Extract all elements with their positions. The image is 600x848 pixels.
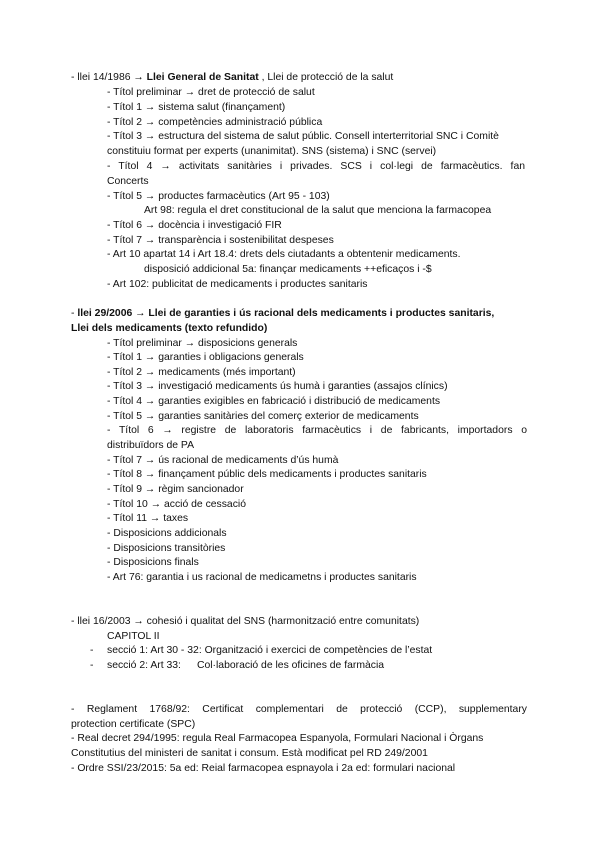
list-item: - Títol 1 → sistema salut (finançament) — [107, 102, 286, 113]
list-item: - Disposicions addicionals — [107, 528, 227, 539]
list-item: - Títol 8 → finançament públic dels medicaments i productes sanitaris — [107, 469, 427, 480]
paragraph-line: - Ordre SSI/23/2015: 5a ed: Reial farmacopea espnayola i 2a ed: formulari nacional — [71, 763, 456, 774]
list-item-continuation: constituiu format per experts (unanimitat). SNS (sistema) i SNC (servei) — [107, 146, 437, 157]
list-item: - Títol 3 → estructura del sistema de salut públic. Consell interterritorial SNC i Comitè — [107, 131, 499, 142]
paragraph-line: protection certificate (SPC) — [71, 719, 196, 730]
list-item: - Títol 10 → acció de cessació — [107, 499, 246, 510]
list-item — [90, 659, 93, 673]
section1-suffix: , Llei de protecció de la salut — [258, 72, 394, 83]
list-item: - Títol 9 → règim sancionador — [107, 484, 244, 495]
list-item: - Títol 2 → medicaments (més important) — [107, 367, 296, 378]
list-item-continuation: Concerts — [107, 176, 149, 187]
list-item: - Títol 6 → registre de laboratoris farmacèutics i de fabricants, importadors o — [107, 425, 527, 436]
list-item-continuation: distribuïdors de PA — [107, 440, 195, 451]
list-item — [90, 644, 93, 658]
list-item: - Títol 11 → taxes — [107, 513, 189, 524]
list-item: - Disposicions transitòries — [107, 543, 226, 554]
section2-title: llei 29/2006 → Llei de garanties i ús racional dels medicaments i productes sanitaris, — [77, 308, 495, 319]
paragraph-line: - Real decret 294/1995: regula Real Farmacopea Espanyola, Formulari Nacional i Òrgans — [71, 733, 484, 744]
list-item: - Títol 7 → ús racional de medicaments d’ús humà — [107, 455, 339, 466]
section2-heading-line1 — [71, 307, 494, 321]
list-item: - Títol preliminar → disposicions generals — [107, 338, 298, 349]
list-item: - Art 102: publicitat de medicaments i productes sanitaris — [107, 279, 368, 290]
list-item: - Art 76: garantia i us racional de medicametns i productes sanitaris — [107, 572, 417, 583]
list-item-text: secció 1: Art 30 - 32: Organització i exercici de competències de l’estat — [107, 645, 433, 656]
list-item: - Art 10 apartat 14 i Art 18.4: drets dels ciutadants a obtentenir medicaments. — [107, 249, 461, 260]
list-item-text — [107, 659, 384, 673]
list-item: - Títol 4 → garanties exigibles en fabricació i distribució de medicaments — [107, 396, 441, 407]
list-item: - Títol 6 → docència i investigació FIR — [107, 220, 282, 231]
bullet: - — [90, 645, 94, 656]
list-item: - Títol 1 → garanties i obligacions generals — [107, 352, 304, 363]
list-subitem: disposició addicional 5a: finançar medicaments ++eficaços i -$ — [144, 264, 432, 275]
section1-title: Llei General de Sanitat — [146, 72, 259, 83]
list-item: - Títol 4 → activitats sanitàries i privades. SCS i col·legi de farmacèutics. fan — [107, 161, 525, 172]
paragraph-line: Constitutius del ministeri de sanitat i consum. Està modificat pel RD 249/2001 — [71, 748, 428, 759]
list-item: - Títol preliminar → dret de protecció de salut — [107, 87, 315, 98]
section2-subtitle: Llei dels medicaments (texto refundido) — [71, 323, 268, 334]
section-label: secció 2: Art 33: — [107, 660, 181, 671]
section1-heading — [71, 71, 393, 85]
list-subitem: Art 98: regula el dret constitucional de la salut que menciona la farmacopea — [144, 205, 492, 216]
section2-prefix: - — [71, 308, 78, 319]
list-item: - Títol 3 → investigació medicaments ús humà i garanties (assajos clínics) — [107, 381, 448, 392]
list-item: - Disposicions finals — [107, 557, 199, 568]
list-item: - Títol 2 → competències administració pública — [107, 117, 323, 128]
chapter-title: CAPITOL II — [107, 631, 160, 642]
section-description: Col·laboració de les oficines de farmàcia — [196, 660, 385, 671]
list-item: - Títol 5 → productes farmacèutics (Art 95 - 103) — [107, 191, 330, 202]
bullet: - — [90, 660, 94, 671]
paragraph-line: - Reglament 1768/92: Certificat complementari de protecció (CCP), supplementary — [71, 704, 527, 715]
list-item: - Títol 5 → garanties sanitàries del comerç exterior de medicaments — [107, 411, 419, 422]
list-item: - Títol 7 → transparència i sostenibilitat despeses — [107, 235, 334, 246]
section2-heading-line2 — [71, 322, 267, 336]
section3-heading: - llei 16/2003 → cohesió i qualitat del SNS (harmonització entre comunitats) — [71, 616, 420, 627]
section1-prefix: - llei 14/1986 → — [71, 72, 147, 83]
